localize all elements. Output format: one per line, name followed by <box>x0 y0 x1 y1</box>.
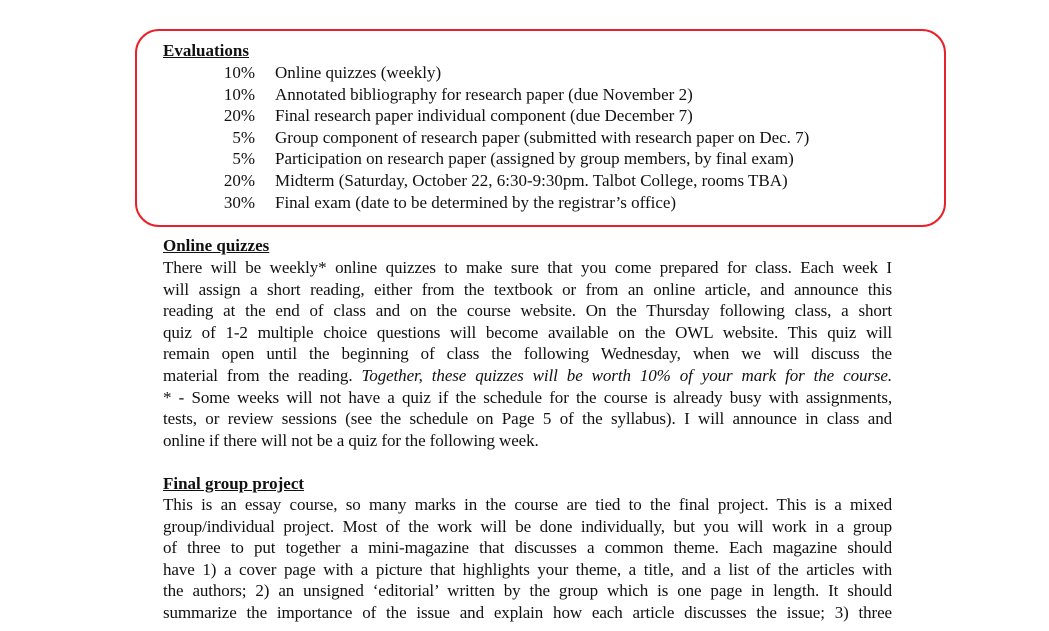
paragraph-line: will assign a short reading, either from the textbook or from an online article, and announce this <box>163 279 892 299</box>
evaluation-percent: 30% <box>223 192 255 212</box>
evaluation-description: Midterm (Saturday, October 22, 6:30-9:30pm. Talbot College, rooms TBA) <box>275 171 788 190</box>
paragraph-line: remain open until the beginning of class the following Wednesday, when we will discuss the <box>163 344 892 364</box>
quiz-weight-note: Together, these quizzes will be worth 10% of your mark for the course. <box>361 365 893 385</box>
evaluation-description: Final exam (date to be determined by the registrar’s office) <box>275 192 677 212</box>
evaluation-description: Annotated bibliography for research paper (due November 2) <box>275 84 693 104</box>
paragraph-line: have 1) a cover page with a picture that highlights your theme, a title, and a list of the articles with <box>163 559 892 579</box>
paragraph-line: group/individual project. Most of the work will be done individually, but you will work in a group <box>163 516 892 536</box>
paragraph-text: material from the reading. <box>163 365 362 385</box>
paragraph-line: summarize the importance of the issue and explain how each article discusses the issue; 3) three <box>163 602 892 622</box>
paragraph-line: There will be weekly* online quizzes to make sure that you come prepared for class. Each week I <box>163 258 892 277</box>
evaluation-percent: 10% <box>223 63 255 82</box>
evaluation-percent: 20% <box>223 106 255 126</box>
evaluation-percent: 5% <box>232 149 255 169</box>
evaluation-percent: 20% <box>223 171 255 190</box>
paragraph-line: quiz of 1-2 multiple choice questions will become available on the OWL website. This quiz will <box>163 322 892 342</box>
paragraph-line: This is an essay course, so many marks in the course are tied to the final project. This is a mixed <box>163 495 892 514</box>
paragraph-line: * - Some weeks will not have a quiz if the schedule for the course is already busy with assignments, <box>163 387 892 407</box>
paragraph-line: of three to put together a mini-magazine that discusses a common theme. Each magazine should <box>163 538 892 558</box>
final-group-project-heading: Final group project <box>163 474 305 493</box>
final-group-project-paragraph <box>163 494 892 624</box>
paragraph-line: tests, or review sessions (see the schedule on Page 5 of the syllabus). I will announce in class and <box>163 409 892 429</box>
paragraph-line: reading at the end of class and on the course website. On the Thursday following class, a short <box>163 301 892 321</box>
evaluations-heading: Evaluations <box>163 41 249 60</box>
paragraph-line: the authors; 2) an unsigned ‘editorial’ written by the group which is one page in length. It should <box>163 581 892 601</box>
online-quizzes-heading: Online quizzes <box>163 236 270 255</box>
evaluation-percent: 5% <box>232 127 255 147</box>
evaluation-percent: 10% <box>223 84 255 104</box>
paragraph-line <box>163 365 892 387</box>
evaluation-description: Group component of research paper (submitted with research paper on Dec. 7) <box>275 127 810 147</box>
online-quizzes-paragraph <box>163 257 892 451</box>
evaluation-description: Participation on research paper (assigned by group members, by final exam) <box>275 149 794 169</box>
evaluation-description: Online quizzes (weekly) <box>275 63 442 82</box>
paragraph-line: online if there will not be a quiz for the following week. <box>163 430 539 450</box>
evaluation-description: Final research paper individual component (due December 7) <box>275 106 693 126</box>
